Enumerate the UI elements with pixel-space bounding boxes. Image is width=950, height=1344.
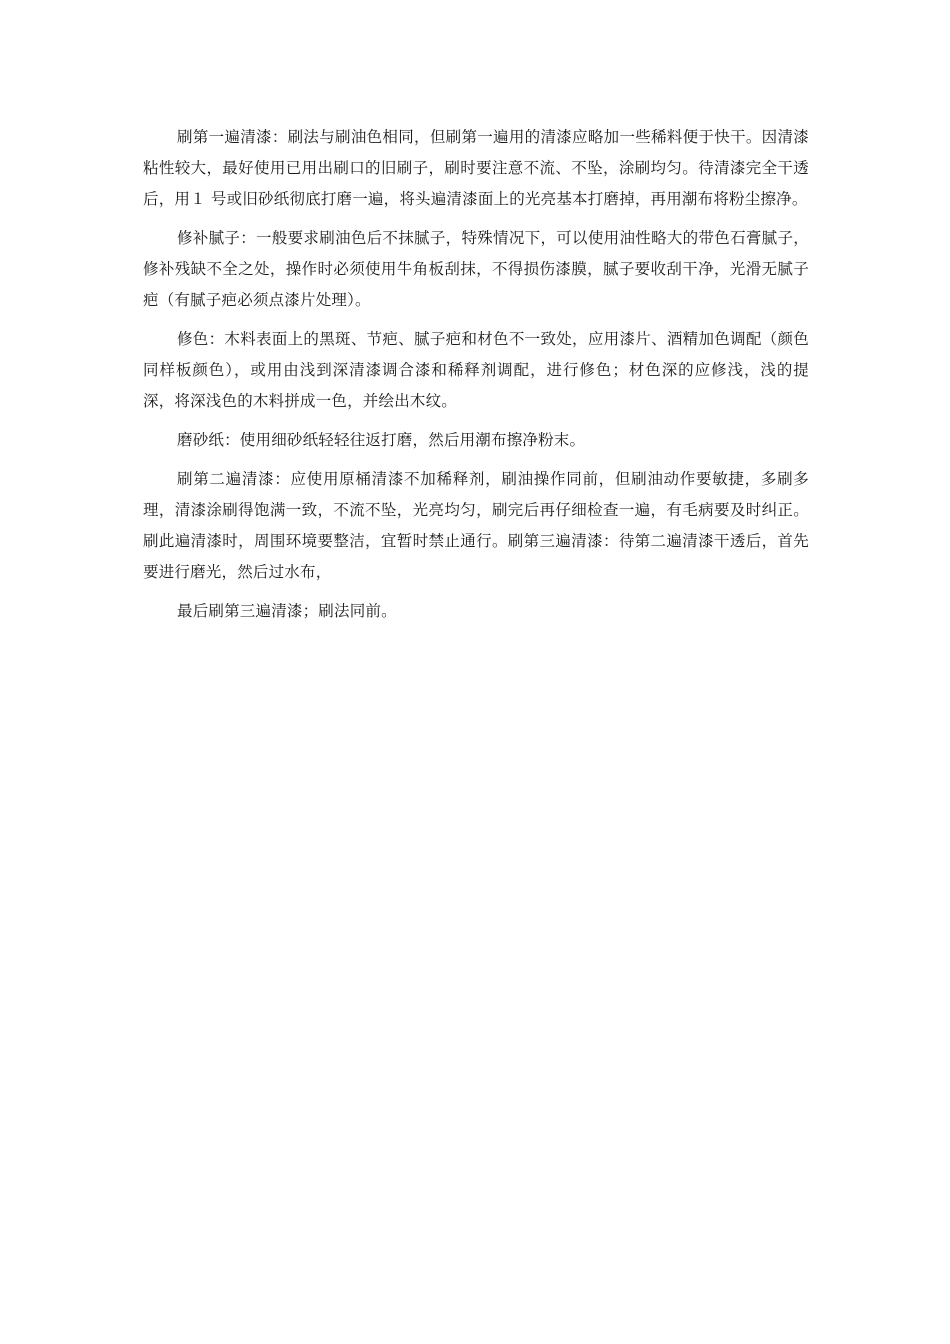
document-body [143, 122, 809, 635]
paragraph-sanding: 磨砂纸：使用细砂纸轻轻往返打磨，然后用潮布擦净粉末。 [177, 431, 586, 449]
paragraph-second-coat: 刷第二遍清漆：应使用原桶清漆不加稀释剂，刷油操作同前，但刷油动作要敏捷，多刷多理，清漆涂刷得饱满一致，不流不坠，光亮均匀，刷完后再仔细检查一遍，有毛病要及时纠正。刷此遍清漆时，周围环境要整洁，宜暂时禁止通行。刷第三遍清漆：待第二遍清漆干透后，首先要进行磨光，然后过水布， [143, 470, 809, 581]
paragraph-color-correction: 修色：木料表面上的黑斑、节疤、腻子疤和材色不一致处，应用漆片、酒精加色调配（颜色同样板颜色），或用由浅到深清漆调合漆和稀释剂调配，进行修色；材色深的应修浅，浅的提深，将深浅色的木料拼成一色，并绘出木纹。 [143, 330, 809, 410]
paragraph-putty-repair: 修补腻子：一般要求刷油色后不抹腻子，特殊情况下，可以使用油性略大的带色石膏腻子，修补残缺不全之处，操作时必须使用牛角板刮抹，不得损伤漆膜，腻子要收刮干净，光滑无腻子疤（有腻子疤必须点漆片处理）。 [143, 229, 809, 309]
paragraph-first-coat: 刷第一遍清漆：刷法与刷油色相同，但刷第一遍用的清漆应略加一些稀料便于快干。因清漆粘性较大，最好使用已用出刷口的旧刷子，刷时要注意不流、不坠，涂刷均匀。待清漆完全干透后，用１ 号或旧砂纸彻底打磨一遍，将头遍清漆面上的光亮基本打磨掉，再用潮布将粉尘擦净。 [143, 128, 809, 208]
paragraph-final-coat: 最后刷第三遍清漆；刷法同前。 [177, 602, 397, 620]
